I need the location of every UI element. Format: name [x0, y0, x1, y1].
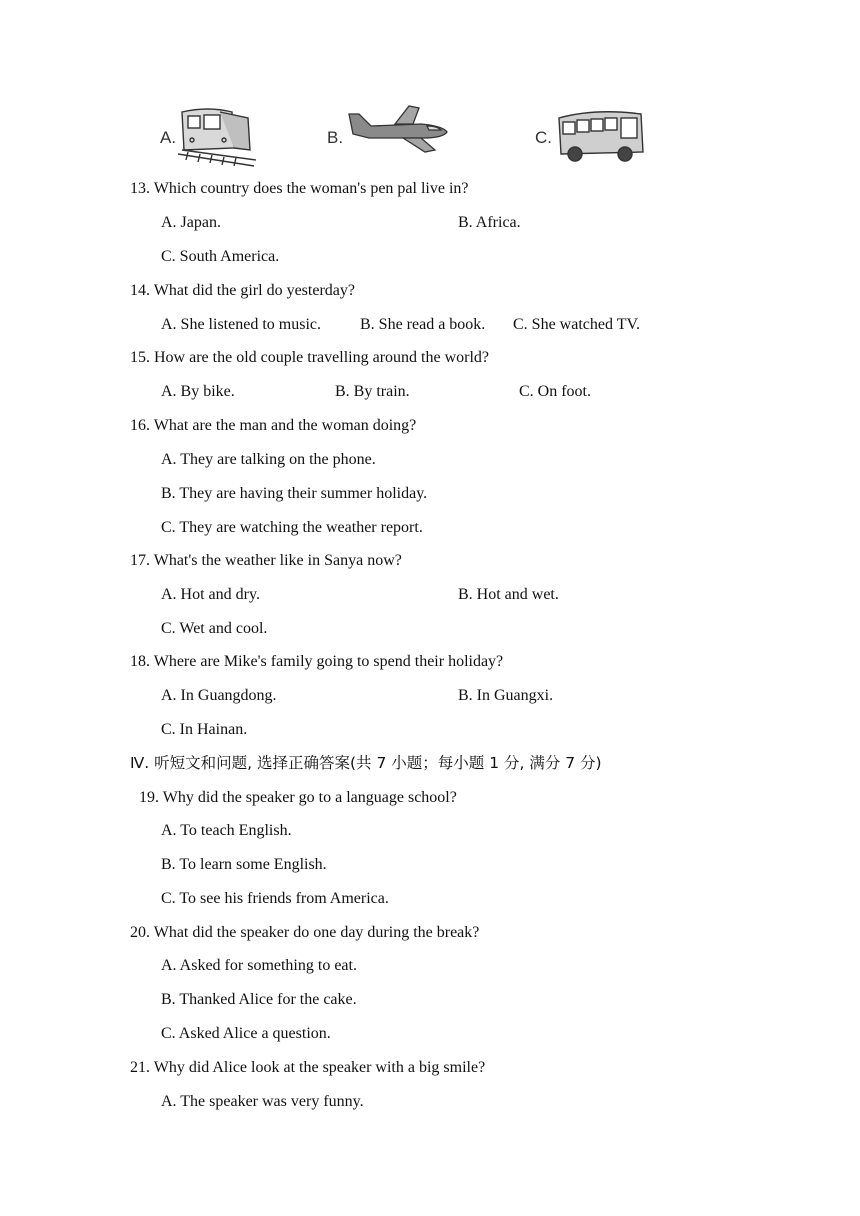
q16-option-c: C. They are watching the weather report.	[161, 519, 423, 536]
q18-option-b: B. In Guangxi.	[458, 687, 554, 704]
q19-option-c: C. To see his friends from America.	[161, 890, 389, 907]
train-icon	[178, 104, 256, 168]
picture-label-c: C.	[535, 128, 552, 147]
q17-option-a: A. Hot and dry.	[161, 586, 260, 603]
section-4-heading: Ⅳ. 听短文和问题, 选择正确答案(共 7 小题；每小题 1 分, 满分 7 分)	[130, 754, 602, 772]
question-20: 20. What did the speaker do one day during the break?	[130, 924, 480, 941]
q13-option-c: C. South America.	[161, 248, 280, 265]
q14-option-c: C. She watched TV.	[513, 316, 640, 333]
q14-option-b: B. She read a book.	[360, 316, 486, 333]
question-17: 17. What's the weather like in Sanya now?	[130, 552, 402, 569]
q18-option-c: C. In Hainan.	[161, 721, 248, 738]
q15-option-c: C. On foot.	[519, 383, 591, 400]
picture-option-a	[160, 104, 260, 170]
question-15: 15. How are the old couple travelling around the world?	[130, 349, 489, 366]
q21-option-a: A. The speaker was very funny.	[161, 1093, 364, 1110]
q16-option-a: A. They are talking on the phone.	[161, 451, 376, 468]
q14-option-a: A. She listened to music.	[161, 316, 321, 333]
q20-option-c: C. Asked Alice a question.	[161, 1025, 331, 1042]
picture-option-b	[327, 104, 457, 170]
q17-option-c: C. Wet and cool.	[161, 620, 268, 637]
q18-option-a: A. In Guangdong.	[161, 687, 277, 704]
q13-option-b: B. Africa.	[458, 214, 521, 231]
question-19: 19. Why did the speaker go to a language school?	[139, 789, 457, 806]
question-14: 14. What did the girl do yesterday?	[130, 282, 355, 299]
bus-icon	[555, 104, 647, 166]
q15-option-b: B. By train.	[335, 383, 410, 400]
q17-option-b: B. Hot and wet.	[458, 586, 559, 603]
picture-options-row	[0, 104, 860, 170]
q13-option-a: A. Japan.	[161, 214, 221, 231]
question-18: 18. Where are Mike's family going to spend their holiday?	[130, 653, 504, 670]
q20-option-b: B. Thanked Alice for the cake.	[161, 991, 357, 1008]
question-13: 13. Which country does the woman's pen pal live in?	[130, 180, 469, 197]
picture-label-b: B.	[327, 128, 344, 147]
question-21: 21. Why did Alice look at the speaker with a big smile?	[130, 1059, 486, 1076]
question-16: 16. What are the man and the woman doing?	[130, 417, 417, 434]
q15-option-a: A. By bike.	[161, 383, 235, 400]
q20-option-a: A. Asked for something to eat.	[161, 957, 357, 974]
q16-option-b: B. They are having their summer holiday.	[161, 485, 428, 502]
q19-option-a: A. To teach English.	[161, 822, 292, 839]
airplane-icon	[347, 104, 451, 154]
picture-label-a: A.	[160, 128, 177, 147]
q19-option-b: B. To learn some English.	[161, 856, 327, 873]
picture-option-c	[535, 104, 655, 170]
